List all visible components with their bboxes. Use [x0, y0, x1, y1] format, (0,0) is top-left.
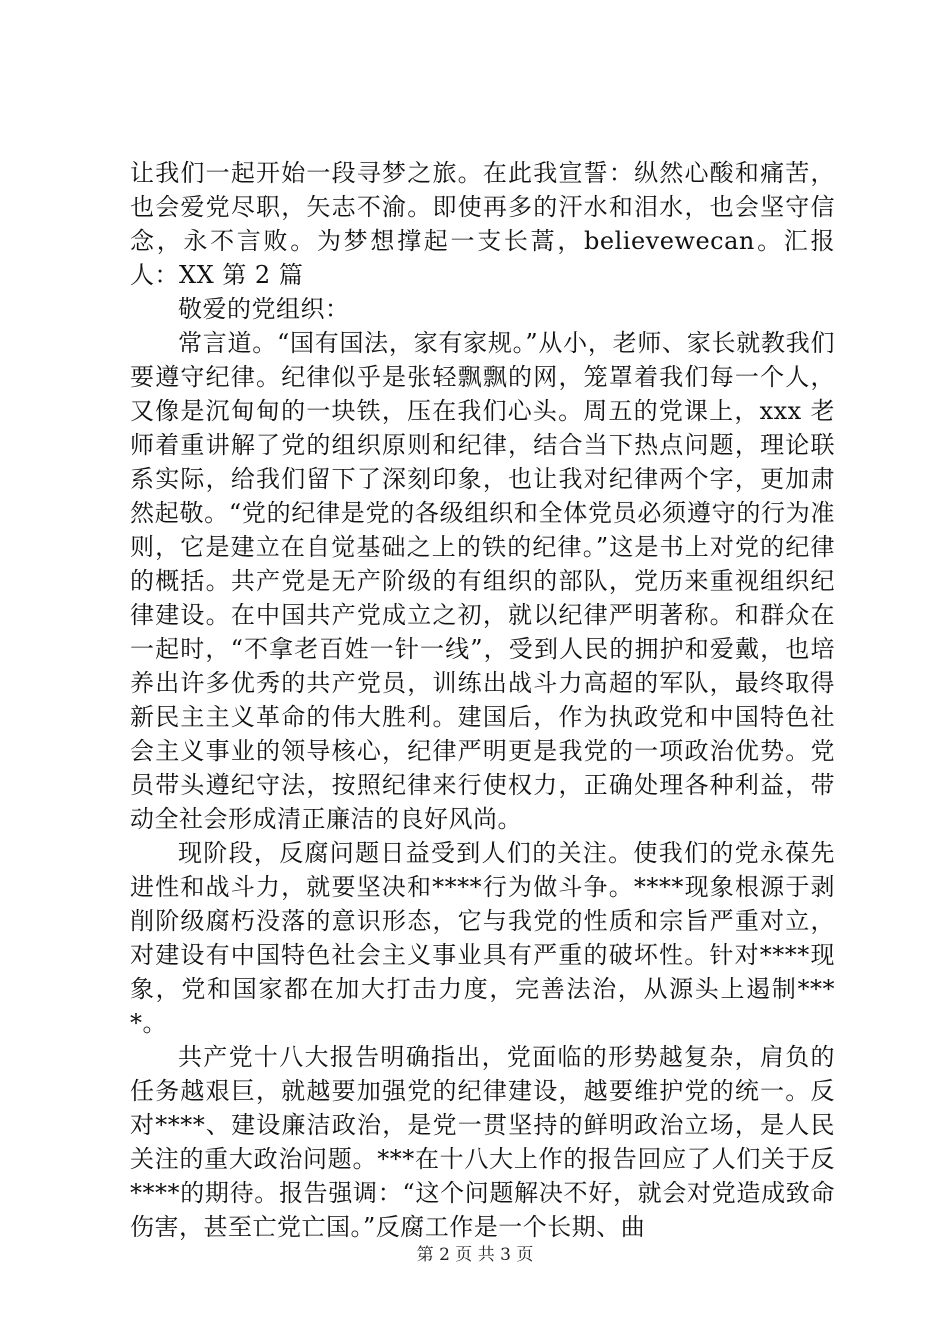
document-body [130, 156, 835, 1244]
paragraph-salutation: 敬爱的党组织： [178, 295, 350, 323]
paragraph-eighteenth-congress: 共产党十八大报告明确指出，党面临的形势越复杂，肩负的任务越艰巨，就越要加强党的纪律建设，越要维护党的统一。反对****、建设廉洁政治，是党一贯坚持的鲜明政治立场，是人民关注的重大政治问题。***在十八大上作的报告回应了人们关于反****的期待。报告强调：“这个问题解决不好，就会对党造成致命伤害，甚至亡党亡国。”反腐工作是一个长期、曲 [130, 1043, 835, 1241]
paragraph-discipline: 常言道。“国有国法，家有家规。”从小，老师、家长就教我们要遵守纪律。纪律似乎是张轻飘飘的网，笼罩着我们每一个人，又像是沉甸甸的一块铁，压在我们心头。周五的党课上，xxx 老师着重讲解了党的组织原则和纪律，结合当下热点问题，理论联系实际，给我们留下了深刻印象，也让我对纪律两个字，更加肃然起敬。“党的纪律是党的各级组织和全体党员必须遵守的行为准则，它是建立在自觉基础之上的铁的纪律。”这是书上对党的纪律的概括。共产党是无产阶级的有组织的部队，党历来重视组织纪律建设。在中国共产党成立之初，就以纪律严明著称。和群众在一起时，“不拿老百姓一针一线”，受到人民的拥护和爱戴，也培养出许多优秀的共产党员，训练出战斗力高超的军队，最终取得新民主主义革命的伟大胜利。建国后，作为执政党和中国特色社会主义事业的领导核心，纪律严明更是我党的一项政治优势。党员带头遵纪守法，按照纪律来行使权力，正确处理各种利益，带动全社会形成清正廉洁的良好风尚。 [130, 329, 835, 833]
page-footer: 第 2 页 共 3 页 [416, 1245, 534, 1265]
paragraph-anti-corruption: 现阶段，反腐问题日益受到人们的关注。使我们的党永葆先进性和战斗力，就要坚决和****行为做斗争。****现象根源于剥削阶级腐朽没落的意识形态，它与我党的性质和宗旨严重对立，对建设有中国特色社会主义事业具有严重的破坏性。针对****现象，党和国家都在加大打击力度，完善法治，从源头上遏制****。 [130, 839, 835, 1037]
paragraph-oath: 让我们一起开始一段寻梦之旅。在此我宣誓：纵然心酸和痛苦，也会爱党尽职，矢志不渝。即使再多的汗水和泪水，也会坚守信念，永不言败。为梦想撑起一支长蒿，believewecan。汇报人：XX 第 2 篇 [130, 159, 835, 289]
